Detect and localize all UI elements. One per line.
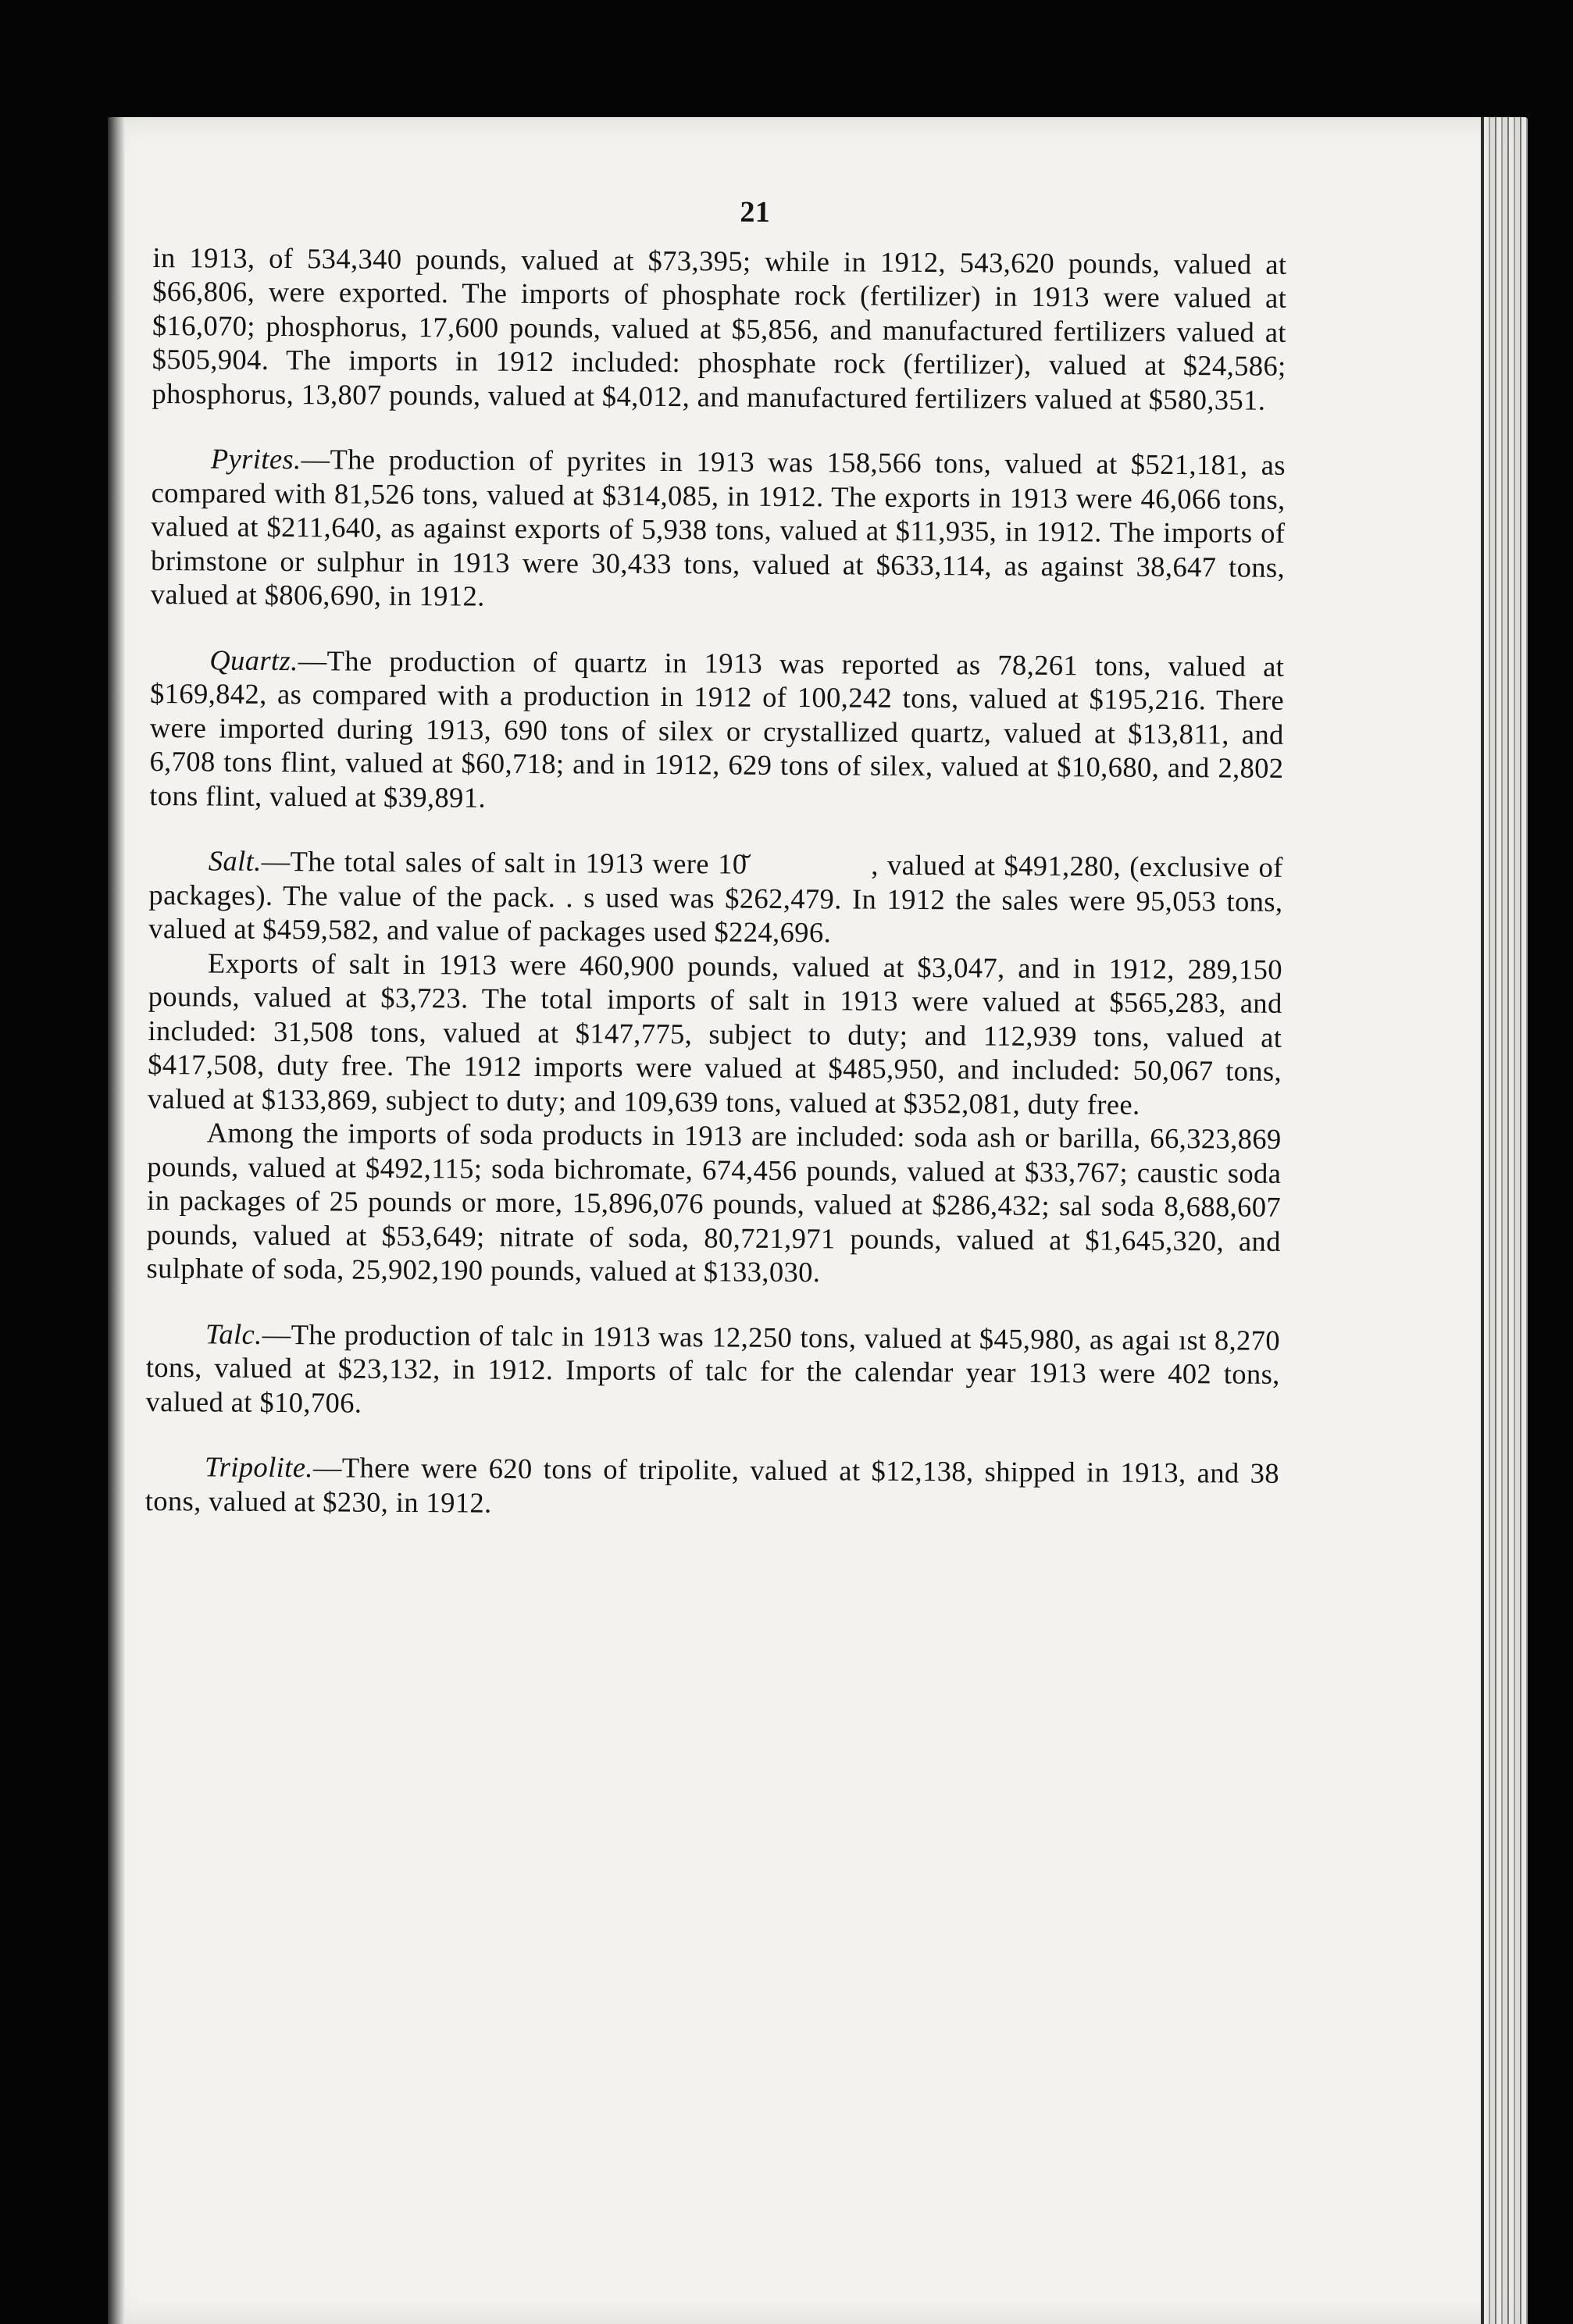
book-binding-shadow <box>108 117 125 2324</box>
section-heading-pyrites: Pyrites. <box>210 442 301 476</box>
page-text <box>145 192 1287 1524</box>
paragraph-phosphate-continued <box>152 240 1286 416</box>
paragraph-pyrites <box>151 441 1286 618</box>
paragraph-text: —The production of quartz in 1913 was reported as 78,261 tons, valued at $169,842, as compared with a production in 1912 of 100,242 tons, valued at $195,216. There were imported during 1913, 690 tons of silex or crystallized quartz, valued at $13,811, and 6,708 tons flint, valued at $60,718; and in 1912, 629 tons of silex, valued at $10,680, and 2,802 tons flint, valued at $39,891. <box>149 643 1285 814</box>
section-heading-salt: Salt. <box>208 844 262 877</box>
paragraph-text: —The production of pyrites in 1913 was 158,566 tons, valued at $521,181, as compared with 81,526 tons, valued at $314,085, in 1912. The exports in 1913 were 46,066 tons, valued at $211,640, as against exports of 5,938 tons, valued at $11,935, in 1912. The imports of brimstone or sulphur in 1913 were 30,433 tons, valued at $633,114, as against 38,647 tons, valued at $806,690, in 1912. <box>150 443 1286 612</box>
section-heading-tripolite: Tripolite. <box>204 1450 314 1484</box>
paragraph-tripolite <box>145 1449 1280 1524</box>
paragraph-salt-exports <box>148 945 1282 1121</box>
paragraph-soda-imports <box>146 1115 1281 1292</box>
paragraph-text: Exports of salt in 1913 were 460,900 pounds, valued at $3,047, and in 1912, 289,150 pounds, valued at $3,723. The total imports of salt in 1913 were valued at $565,283, and included: 31,508 tons, valued at $147,775, subject to duty; and 112,939 tons, valued at $417,508, duty free. The 1912 imports were valued at $485,950, and included: 50,067 tons, valued at $133,869, subject to duty; and 109,639 tons, valued at $352,081, duty free. <box>147 946 1283 1121</box>
section-heading-talc: Talc. <box>205 1317 262 1350</box>
page-number: 21 <box>740 195 771 229</box>
paragraph-quartz <box>149 642 1284 818</box>
paragraph-talc <box>145 1316 1280 1424</box>
paragraph-text: in 1913, of 534,340 pounds, valued at $73,395; while in 1912, 543,620 pounds, valued at $66,806, were exported. The imports of phosphate rock (fertilizer) in 1913 were valued at $16,070; phosphorus, 17,600 pounds, valued at $5,856, and manufactured fertilizers valued at $505,904. The imports in 1912 included: phosphate rock (fertilizer), valued at $24,586; phosphorus, 13,807 pounds, valued at $4,012, and manufactured fertilizers valued at $580,351. <box>152 241 1287 416</box>
paragraph-salt <box>148 843 1283 952</box>
paragraph-text: —The total sales of salt in 1913 were 10̆ , valued at $491,280, (exclusive of packages). The value of the pack. . s used was $262,479. In 1912 the sales were 95,053 tons, valued at $459,582, and value of packages used $224,696. <box>148 844 1283 949</box>
section-heading-quartz: Quartz. <box>209 643 298 676</box>
paragraph-text: Among the imports of soda products in 1913 are included: soda ash or barilla, 66,323,869 pounds, valued at $492,115; soda bichromate, 674,456 pounds, valued at $33,767; caustic soda in packages of 25 pounds or more, 15,896,076 pounds, valued at $286,432; sal soda 8,688,607 pounds, valued at $53,649; nitrate of soda, 80,721,971 pounds, valued at $1,645,320, and sulphate of soda, 25,902,190 pounds, valued at $133,030. <box>146 1116 1282 1289</box>
stacked-page-edges <box>1484 117 1528 2324</box>
paragraph-text: —There were 620 tons of tripolite, valued at $12,138, shipped in 1913, and 38 tons, valued at $230, in 1912. <box>144 1451 1280 1519</box>
paragraph-text: —The production of talc in 1913 was 12,250 tons, valued at $45,980, as agai ıst 8,270 tons, valued at $23,132, in 1912. Imports of talc for the calendar year 1913 were 402 tons, valued at $10,706. <box>145 1317 1281 1419</box>
